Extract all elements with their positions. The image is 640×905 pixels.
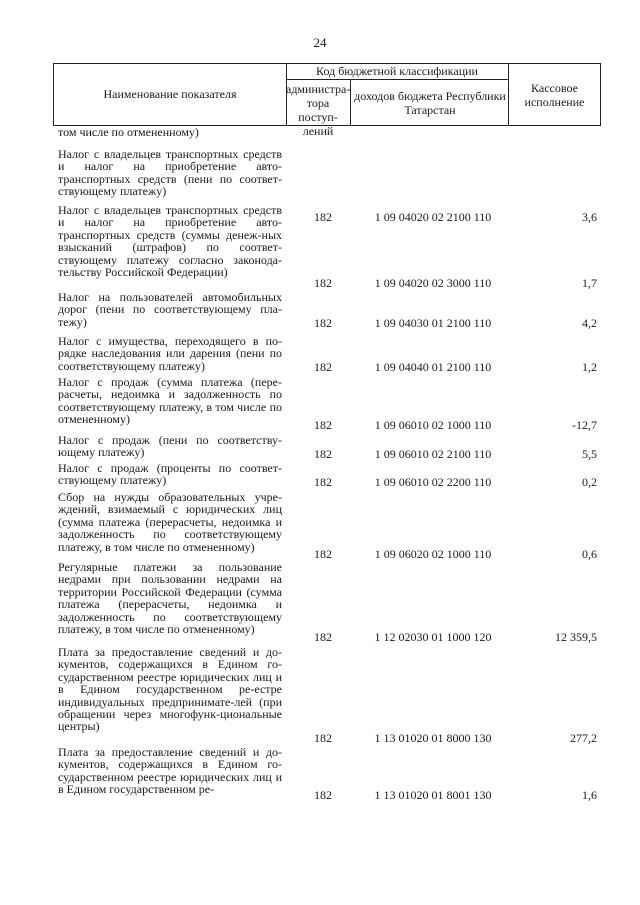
row-income-code: 1 09 06010 02 1000 110 <box>374 418 492 432</box>
row-name: Плата за предоставление сведений и до-кументов, содержащихся в Едином го-сударственном реестре юридических лиц и в Едином государственном ре-естре индивидуальных предпринимате-лей (при обращении через многофунк-циональные центры) <box>58 645 282 734</box>
row-amount: 4,2 <box>582 316 597 330</box>
row-amount: 0,2 <box>582 475 597 489</box>
row-admin-code: 182 <box>314 547 332 561</box>
row-amount: 1,7 <box>582 276 597 290</box>
row-amount: -12,7 <box>572 418 597 432</box>
row-amount: 277,2 <box>570 731 597 745</box>
row-amount: 12 359,5 <box>555 630 597 644</box>
row-amount: 5,5 <box>582 447 597 461</box>
row-income-code: 1 09 04020 02 3000 110 <box>374 276 492 290</box>
row-admin-code: 182 <box>314 276 332 290</box>
row-admin-code: 182 <box>314 447 332 461</box>
row-name: Налог с имущества, переходящего в по-рядке наследования или дарения (пени по соответствующему платежу) <box>58 334 282 373</box>
row-income-code: 1 09 06020 02 1000 110 <box>374 547 492 561</box>
row-amount: 0,6 <box>582 547 597 561</box>
row-admin-code: 182 <box>314 316 332 330</box>
row-income-code: 1 09 04040 01 2100 110 <box>374 360 492 374</box>
row-amount: 1,6 <box>582 788 597 802</box>
page-number: 24 <box>313 35 327 50</box>
row-name: Сбор на нужды образовательных учре-ждений, взимаемый с юридических лиц (сумма платежа (перерасчеты, недоимка и задолженность по соответствующему платежу, в том числе по отмененному) <box>58 490 282 554</box>
row-income-code: 1 09 04020 02 2100 110 <box>374 210 492 224</box>
row-income-code: 1 12 02030 01 1000 120 <box>374 630 492 644</box>
row-name: Плата за предоставление сведений и до-кументов, содержащихся в Едином го-сударственном реестре юридических лиц и в Едином государственном ре- <box>58 745 282 797</box>
row-admin-code: 182 <box>314 418 332 432</box>
row-income-code: 1 13 01020 01 8000 130 <box>374 731 492 745</box>
row-income-code: 1 09 06010 02 2100 110 <box>374 447 492 461</box>
row-name: Налог с продаж (пени по соответству-ющему платежу) <box>58 433 282 460</box>
row-name: Регулярные платежи за пользование недрами при пользовании недрами на территории Российской Федерации (сумма платежа (перерасчеты, недоимка и задолженность по соответствующему платежу, в том числе по отмененному) <box>58 560 282 637</box>
row-admin-code: 182 <box>314 788 332 802</box>
row-name: Налог с продаж (сумма платежа (пере-расчеты, недоимка и задолженность по соответствующему платежу, в том числе по отмененному) <box>58 375 282 427</box>
header-admin-column: администра-тора поступ-лений <box>286 82 351 138</box>
row-name: том числе по отмененному) <box>58 125 199 139</box>
row-admin-code: 182 <box>314 731 332 745</box>
row-name: Налог с владельцев транспортных средств и налог на приобретение авто-транспортных средств (суммы денеж-ных взысканий (штрафов) по соответ-ствующему платежу согласно законода-тельству Российской Федерации) <box>58 203 282 280</box>
header-name-column: Наименование показателя <box>54 64 287 125</box>
header-code-group: Код бюджетной классификации <box>286 64 509 80</box>
row-amount: 1,2 <box>582 360 597 374</box>
row-income-code: 1 09 04030 01 2100 110 <box>374 316 492 330</box>
row-income-code: 1 09 06010 02 2200 110 <box>374 475 492 489</box>
row-admin-code: 182 <box>314 630 332 644</box>
row-name: Налог на пользователей автомобильных дорог (пени по соответствующему пла-тежу) <box>58 290 282 329</box>
row-name: Налог с продаж (проценты по соответ-ствующему платежу) <box>58 461 282 488</box>
row-income-code: 1 13 01020 01 8001 130 <box>374 788 492 802</box>
header-execution-column: Кассовое исполнение <box>524 80 585 109</box>
row-admin-code: 182 <box>314 360 332 374</box>
row-name: Налог с владельцев транспортных средств и налог на приобретение авто-транспортных средств (пени по соответ-ствующему платежу) <box>58 147 282 199</box>
header-income-column: доходов бюджета Республики Татарстан <box>352 80 509 125</box>
row-admin-code: 182 <box>314 475 332 489</box>
row-amount: 3,6 <box>582 210 597 224</box>
row-admin-code: 182 <box>314 210 332 224</box>
